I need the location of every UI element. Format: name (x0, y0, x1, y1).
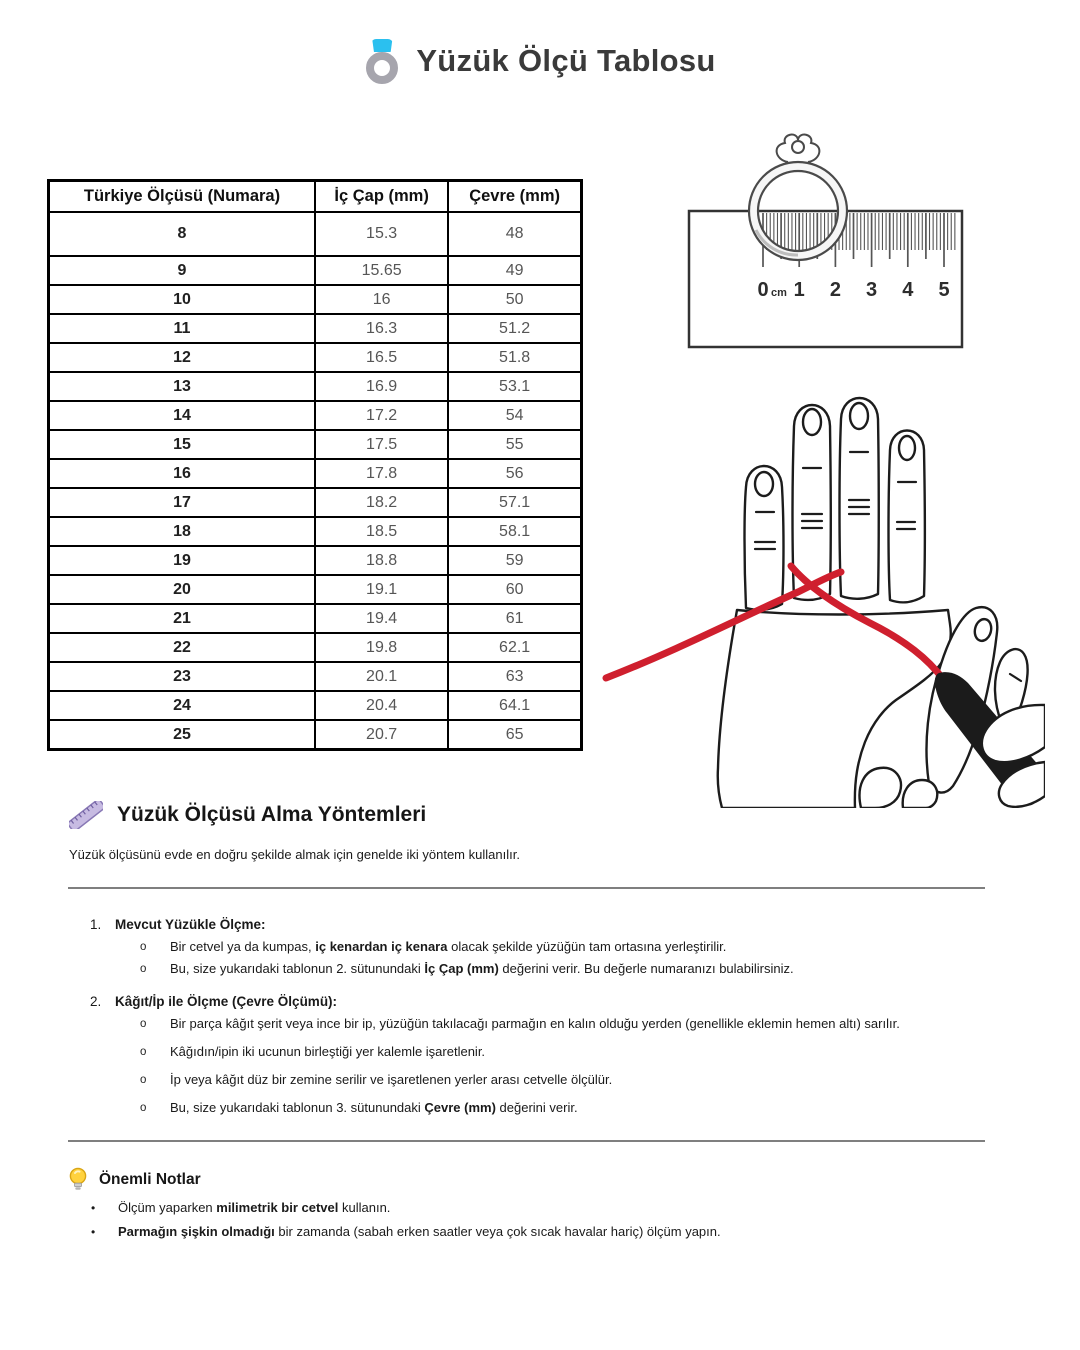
table-cell: 13 (49, 372, 316, 401)
method-item-title: Kâğıt/İp ile Ölçme (Çevre Ölçümü): (115, 994, 338, 1009)
table-row (49, 720, 582, 750)
col-header-inner-diameter: İç Çap (mm) (315, 181, 448, 213)
notes-heading-row (69, 1168, 985, 1192)
lightbulb-icon (69, 1167, 87, 1193)
table-row (49, 430, 582, 459)
table-cell: 16.3 (315, 314, 448, 343)
note-item (68, 1224, 985, 1240)
svg-text:1: 1 (793, 279, 805, 301)
ring-gem (371, 39, 393, 52)
table-cell: 19.8 (315, 633, 448, 662)
table-cell: 54 (448, 401, 581, 430)
table-cell: 17.5 (315, 430, 448, 459)
note-text: Ölçüm yaparken milimetrik bir cetvel kullanın. (118, 1200, 391, 1215)
table-row (49, 517, 582, 546)
table-cell: 15 (49, 430, 316, 459)
method-item-2 (68, 993, 985, 1116)
method-item-title-row (68, 993, 985, 1010)
bullet-marker: o (140, 963, 147, 975)
method-item-bullets (68, 939, 985, 977)
list-item-text: Kâğıdın/ipin iki ucunun birleştiği yer kalemle işaretlenir. (170, 1044, 486, 1059)
bullet-marker: o (140, 1046, 147, 1058)
table-body (49, 212, 582, 750)
methods-intro: Yüzük ölçüsünü evde en doğru şekilde almak için genelde iki yöntem kullanılır. (69, 847, 520, 862)
table-cell: 51.2 (448, 314, 581, 343)
svg-text:5: 5 (938, 279, 950, 301)
table-row (49, 488, 582, 517)
method-item-title: Mevcut Yüzükle Ölçme: (115, 917, 266, 932)
table-cell: 14 (49, 401, 316, 430)
document-header (0, 36, 1080, 86)
table-cell: 58.1 (448, 517, 581, 546)
list-item-text: Bir cetvel ya da kumpas, iç kenardan iç kenara olacak şekilde yüzüğün tam ortasına yerleştirilir. (170, 939, 727, 954)
table-cell: 12 (49, 343, 316, 372)
table-cell: 50 (448, 285, 581, 314)
list-number: 1. (90, 917, 102, 932)
note-text: Parmağın şişkin olmadığı bir zamanda (sabah erken saatler veya çok sıcak havalar hariç) ölçüm yapın. (118, 1224, 721, 1239)
col-header-circumference: Çevre (mm) (448, 181, 581, 213)
table-cell: 61 (448, 604, 581, 633)
svg-text:2: 2 (829, 279, 841, 301)
method-item-bullets (68, 1016, 985, 1116)
table-row (49, 314, 582, 343)
hand-outline (718, 398, 998, 808)
page-title: Yüzük Ölçü Tablosu (416, 43, 716, 78)
table-cell: 57.1 (448, 488, 581, 517)
method-item-title-row (68, 916, 985, 933)
table-cell: 19.1 (315, 575, 448, 604)
table-cell: 51.8 (448, 343, 581, 372)
table-cell: 49 (448, 256, 581, 285)
table-cell: 16.5 (315, 343, 448, 372)
table-cell: 15.3 (315, 212, 448, 256)
table-row (49, 285, 582, 314)
ring-band (366, 52, 398, 84)
table-cell: 16.9 (315, 372, 448, 401)
table-cell: 9 (49, 256, 316, 285)
list-item-text: Bir parça kâğıt şerit veya ince bir ip, yüzüğün takılacağı parmağın en kalın olduğu yerden (genellikle eklemin hemen altı) sarılır. (170, 1016, 900, 1031)
table-cell: 53.1 (448, 372, 581, 401)
note-item (68, 1200, 985, 1216)
table-cell: 20.4 (315, 691, 448, 720)
table-row (49, 343, 582, 372)
table-row (49, 401, 582, 430)
table-cell: 65 (448, 720, 581, 750)
table-cell: 15.65 (315, 256, 448, 285)
table-cell: 20 (49, 575, 316, 604)
list-item (68, 961, 985, 977)
table-cell: 16 (49, 459, 316, 488)
table-row (49, 691, 582, 720)
table-cell: 62.1 (448, 633, 581, 662)
table-cell: 59 (448, 546, 581, 575)
list-item (68, 1016, 985, 1032)
list-item-text: İp veya kâğıt düz bir zemine serilir ve işaretlenen yerler arası cetvelle ölçülür. (170, 1072, 613, 1087)
table-row (49, 459, 582, 488)
list-item (68, 939, 985, 955)
table-cell: 18.5 (315, 517, 448, 546)
table-cell: 55 (448, 430, 581, 459)
table-cell: 19 (49, 546, 316, 575)
table-cell: 22 (49, 633, 316, 662)
divider-bottom (68, 1140, 985, 1142)
svg-text:4: 4 (902, 279, 914, 301)
bullet-marker: o (140, 1102, 147, 1114)
table-cell: 24 (49, 691, 316, 720)
table-cell: 21 (49, 604, 316, 633)
table-cell: 18 (49, 517, 316, 546)
table-row (49, 633, 582, 662)
table-row (49, 546, 582, 575)
list-item (68, 1100, 985, 1116)
ruler-outline (689, 211, 962, 347)
table-cell: 8 (49, 212, 316, 256)
divider-top (68, 887, 985, 889)
ring-size-table (47, 179, 583, 751)
table-cell: 10 (49, 285, 316, 314)
table-row (49, 212, 582, 256)
list-item (68, 1044, 985, 1060)
table-cell: 11 (49, 314, 316, 343)
table-cell: 16 (315, 285, 448, 314)
table-cell: 48 (448, 212, 581, 256)
list-item-text: Bu, size yukarıdaki tablonun 2. sütunundaki İç Çap (mm) değerini verir. Bu değerle numaranızı bulabilirsiniz. (170, 961, 794, 976)
svg-text:cm: cm (771, 287, 787, 299)
methods-heading: Yüzük Ölçüsü Alma Yöntemleri (117, 803, 427, 826)
bullet-marker: o (140, 1018, 147, 1030)
list-number: 2. (90, 994, 102, 1009)
table-cell: 17 (49, 488, 316, 517)
table-cell: 25 (49, 720, 316, 750)
methods-heading-row (69, 800, 985, 830)
table-row (49, 372, 582, 401)
table-row (49, 575, 582, 604)
table-cell: 20.7 (315, 720, 448, 750)
table-cell: 18.8 (315, 546, 448, 575)
svg-text:0: 0 (757, 279, 769, 301)
ring-on-ruler-figure (676, 130, 968, 352)
table-cell: 19.4 (315, 604, 448, 633)
notes-heading: Önemli Notlar (99, 1171, 201, 1188)
bullet-marker: • (91, 1201, 96, 1215)
bullet-marker: o (140, 941, 147, 953)
list-item (68, 1072, 985, 1088)
bullet-marker: o (140, 1074, 147, 1086)
method-item-1 (68, 916, 985, 977)
table-cell: 60 (448, 575, 581, 604)
bullet-marker: • (91, 1225, 96, 1239)
table-cell: 63 (448, 662, 581, 691)
content-section (68, 800, 985, 1240)
table-cell: 18.2 (315, 488, 448, 517)
table-cell: 20.1 (315, 662, 448, 691)
col-header-size: Türkiye Ölçüsü (Numara) (49, 181, 316, 213)
table-row (49, 256, 582, 285)
table-cell: 56 (448, 459, 581, 488)
list-item-text: Bu, size yukarıdaki tablonun 3. sütunundaki Çevre (mm) değerini verir. (170, 1100, 578, 1115)
table-row (49, 662, 582, 691)
ring-icon (364, 36, 400, 86)
table-cell: 17.2 (315, 401, 448, 430)
table-cell: 17.8 (315, 459, 448, 488)
table-cell: 64.1 (448, 691, 581, 720)
hand-with-string-figure (598, 372, 1045, 808)
ruler-icon (69, 801, 103, 829)
svg-text:3: 3 (866, 279, 878, 301)
table-header-row (49, 181, 582, 213)
table-row (49, 604, 582, 633)
table-cell: 23 (49, 662, 316, 691)
